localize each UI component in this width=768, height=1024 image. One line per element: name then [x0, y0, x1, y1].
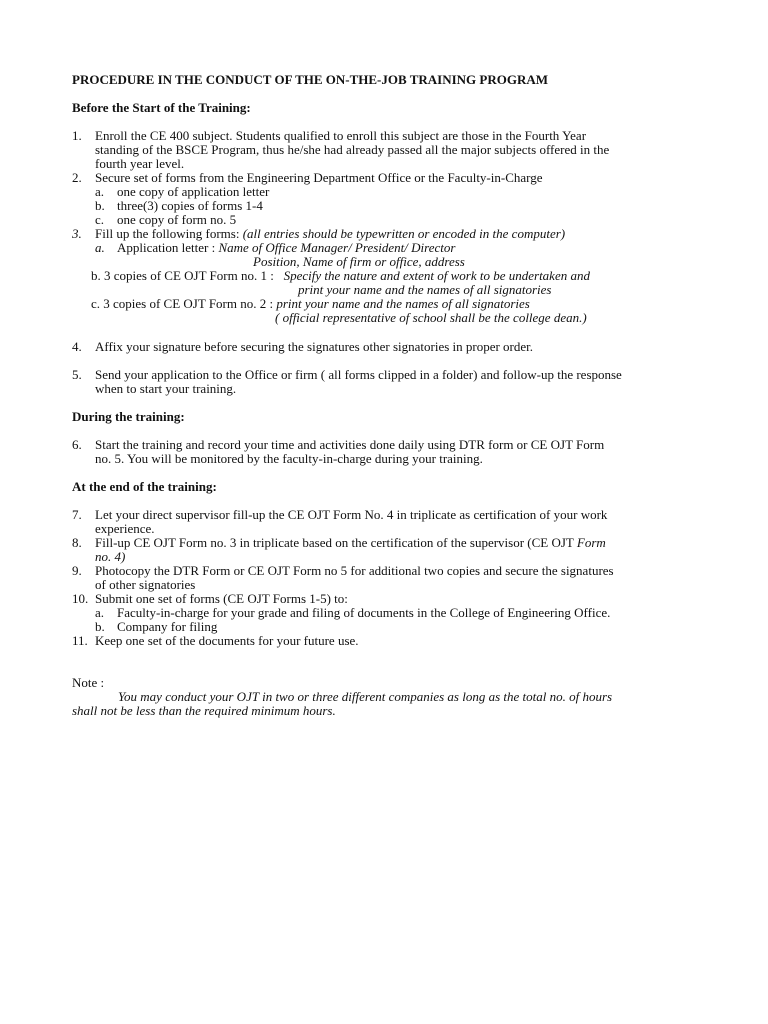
item-2b-text: three(3) copies of forms 1-4 [117, 198, 263, 213]
item-3-text [95, 227, 565, 241]
item-7-line-2: experience. [95, 521, 155, 536]
item-3a-italic-1: Name of Office Manager/ President/ Director [218, 240, 456, 255]
item-10-text: Submit one set of forms (CE OJT Forms 1-5) to: [95, 591, 348, 606]
section-heading-end: At the end of the training: [72, 479, 217, 494]
item-2b-label: b. [95, 198, 105, 213]
item-3c-italic-2: ( official representative of school shall be the college dean.) [275, 310, 587, 325]
item-9-number: 9. [72, 563, 82, 578]
item-10b-text: Company for filing [117, 619, 218, 634]
item-4-text: Affix your signature before securing the signatures other signatories in proper order. [95, 339, 534, 354]
item-9-line-1: Photocopy the DTR Form or CE OJT Form no 5 for additional two copies and secure the signatures [95, 563, 614, 578]
item-6-line-2: no. 5. You will be monitored by the faculty-in-charge during your training. [95, 451, 483, 466]
item-3a-label: a. [95, 240, 105, 255]
item-2a-label: a. [95, 184, 105, 199]
item-9-line-2: of other signatories [95, 577, 196, 592]
item-3c-line [91, 297, 530, 311]
item-2c-label: c. [95, 212, 105, 227]
section-heading-during: During the training: [72, 409, 185, 424]
item-3b-italic-1: Specify the nature and extent of work to be undertaken and [283, 268, 590, 283]
document-title: PROCEDURE IN THE CONDUCT OF THE ON-THE-JOB TRAINING PROGRAM [72, 72, 548, 87]
item-8-line-2: no. 4) [95, 549, 126, 564]
item-10b-label: b. [95, 619, 105, 634]
item-3a-line [117, 241, 455, 255]
item-1-line-1: Enroll the CE 400 subject. Students qualified to enroll this subject are those in the Fourth Year [95, 128, 587, 143]
item-3-note: (all entries should be typewritten or encoded in the computer) [242, 226, 566, 241]
item-7-line-1: Let your direct supervisor fill-up the CE OJT Form No. 4 in triplicate as certification of your work [95, 507, 608, 522]
item-8-text: Fill-up CE OJT Form no. 3 in triplicate based on the certification of the supervisor (CE OJT [95, 535, 574, 550]
item-1-line-3: fourth year level. [95, 156, 185, 171]
item-3c-text: c. 3 copies of CE OJT Form no. 2 : [91, 296, 274, 311]
item-10a-label: a. [95, 605, 105, 620]
item-5-number: 5. [72, 367, 82, 382]
item-10-number: 10. [72, 591, 89, 606]
item-8-line-1 [95, 536, 606, 550]
item-6-line-1: Start the training and record your time and activities done daily using DTR form or CE OJT Form [95, 437, 605, 452]
item-6-number: 6. [72, 437, 82, 452]
note-label: Note : [72, 675, 105, 690]
item-10a-text: Faculty-in-charge for your grade and filing of documents in the College of Engineering Office. [117, 605, 611, 620]
item-3a-text: Application letter : [117, 240, 216, 255]
item-3-text-main: Fill up the following forms: [95, 226, 240, 241]
item-8-italic-form: Form [576, 535, 606, 550]
section-heading-before: Before the Start of the Training: [72, 100, 251, 115]
item-1-number: 1. [72, 128, 82, 143]
item-2a-text: one copy of application letter [117, 184, 270, 199]
note-line-1: You may conduct your OJT in two or three different companies as long as the total no. of hours [118, 689, 613, 704]
item-3b-italic-2: print your name and the names of all signatories [298, 282, 552, 297]
item-1-line-2: standing of the BSCE Program, thus he/she had already passed all the major subjects offered in the [95, 142, 610, 157]
item-3-number: 3. [72, 226, 82, 241]
item-5-line-2: when to start your training. [95, 381, 237, 396]
item-7-number: 7. [72, 507, 82, 522]
item-5-line-1: Send your application to the Office or firm ( all forms clipped in a folder) and follow-up the response [95, 367, 622, 382]
item-3b-line [91, 269, 590, 283]
item-3c-italic-1: print your name and the names of all signatories [276, 296, 530, 311]
item-4-number: 4. [72, 339, 82, 354]
item-11-text: Keep one set of the documents for your future use. [95, 633, 359, 648]
item-8-number: 8. [72, 535, 82, 550]
item-3b-text: b. 3 copies of CE OJT Form no. 1 : [91, 268, 274, 283]
item-2-text: Secure set of forms from the Engineering Department Office or the Faculty-in-Charge [95, 170, 543, 185]
item-2c-text: one copy of form no. 5 [117, 212, 237, 227]
item-11-number: 11. [72, 633, 88, 648]
item-3a-italic-2: Position, Name of firm or office, address [253, 254, 465, 269]
note-line-2: shall not be less than the required minimum hours. [72, 703, 336, 718]
item-2-number: 2. [72, 170, 82, 185]
